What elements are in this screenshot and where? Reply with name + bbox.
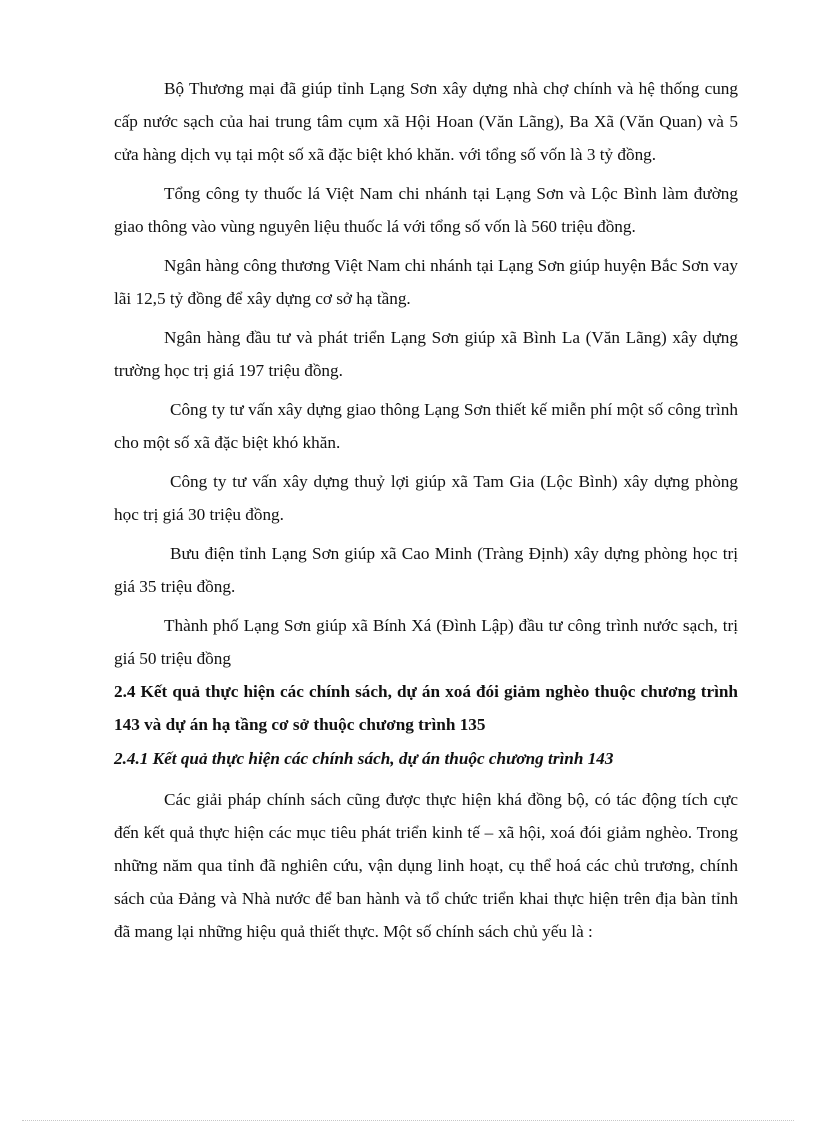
paragraph-tobacco-company: Tổng công ty thuốc lá Việt Nam chi nhánh tại Lạng Sơn và Lộc Bình làm đường giao thông vào vùng nguyên liệu thuốc lá với tổng số vốn là 560 triệu đồng.	[114, 184, 738, 236]
paragraph-industrial-bank: Ngân hàng công thương Việt Nam chi nhánh tại Lạng Sơn giúp huyện Bắc Sơn vay lãi 12,5 tỷ đồng để xây dựng cơ sở hạ tầng.	[114, 256, 738, 308]
paragraph-city: Thành phố Lạng Sơn giúp xã Bính Xá (Đình Lập) đầu tư công trình nước sạch, trị giá 50 triệu đồng	[114, 616, 738, 668]
section-heading: 2.4 Kết quả thực hiện các chính sách, dự án xoá đói giảm nghèo thuộc chương trình 143 và dự án hạ tầng cơ sở thuộc chương trình 135	[114, 682, 738, 734]
paragraph-policy-results: Các giải pháp chính sách cũng được thực hiện khá đồng bộ, có tác động tích cực đến kết quả thực hiện các mục tiêu phát triển kinh tế – xã hội, xoá đói giảm nghèo. Trong những năm qua tỉnh đã nghiên cứu, vận dụng linh hoạt, cụ thể hoá các chủ trương, chính sách của Đảng và Nhà nước để ban hành và tổ chức triển khai thực hiện trên địa bàn tỉnh đã mang lại những hiệu quả thiết thực. Một số chính sách chủ yếu là :	[114, 790, 738, 941]
paragraph-irrigation-consultant: Công ty tư vấn xây dựng thuỷ lợi giúp xã Tam Gia (Lộc Bình) xây dựng phòng học trị giá 30 triệu đồng.	[114, 472, 738, 524]
paragraph-investment-bank: Ngân hàng đầu tư và phát triển Lạng Sơn giúp xã Bình La (Văn Lãng) xây dựng trường học trị giá 197 triệu đồng.	[114, 328, 738, 380]
page-bottom-divider	[22, 1120, 794, 1121]
subsection-heading: 2.4.1 Kết quả thực hiện các chính sách, dự án thuộc chương trình 143	[114, 749, 614, 768]
document-body	[114, 72, 738, 954]
paragraph-trade-ministry: Bộ Thương mại đã giúp tỉnh Lạng Sơn xây dựng nhà chợ chính và hệ thống cung cấp nước sạch của hai trung tâm cụm xã Hội Hoan (Văn Lãng), Ba Xã (Văn Quan) và 5 cửa hàng dịch vụ tại một số xã đặc biệt khó khăn. với tổng số vốn là 3 tỷ đồng.	[114, 79, 738, 164]
paragraph-post-office: Bưu điện tỉnh Lạng Sơn giúp xã Cao Minh (Tràng Định) xây dựng phòng học trị giá 35 triệu đồng.	[114, 544, 738, 596]
paragraph-transport-consultant: Công ty tư vấn xây dựng giao thông Lạng Sơn thiết kế miễn phí một số công trình cho một số xã đặc biệt khó khăn.	[114, 400, 738, 452]
